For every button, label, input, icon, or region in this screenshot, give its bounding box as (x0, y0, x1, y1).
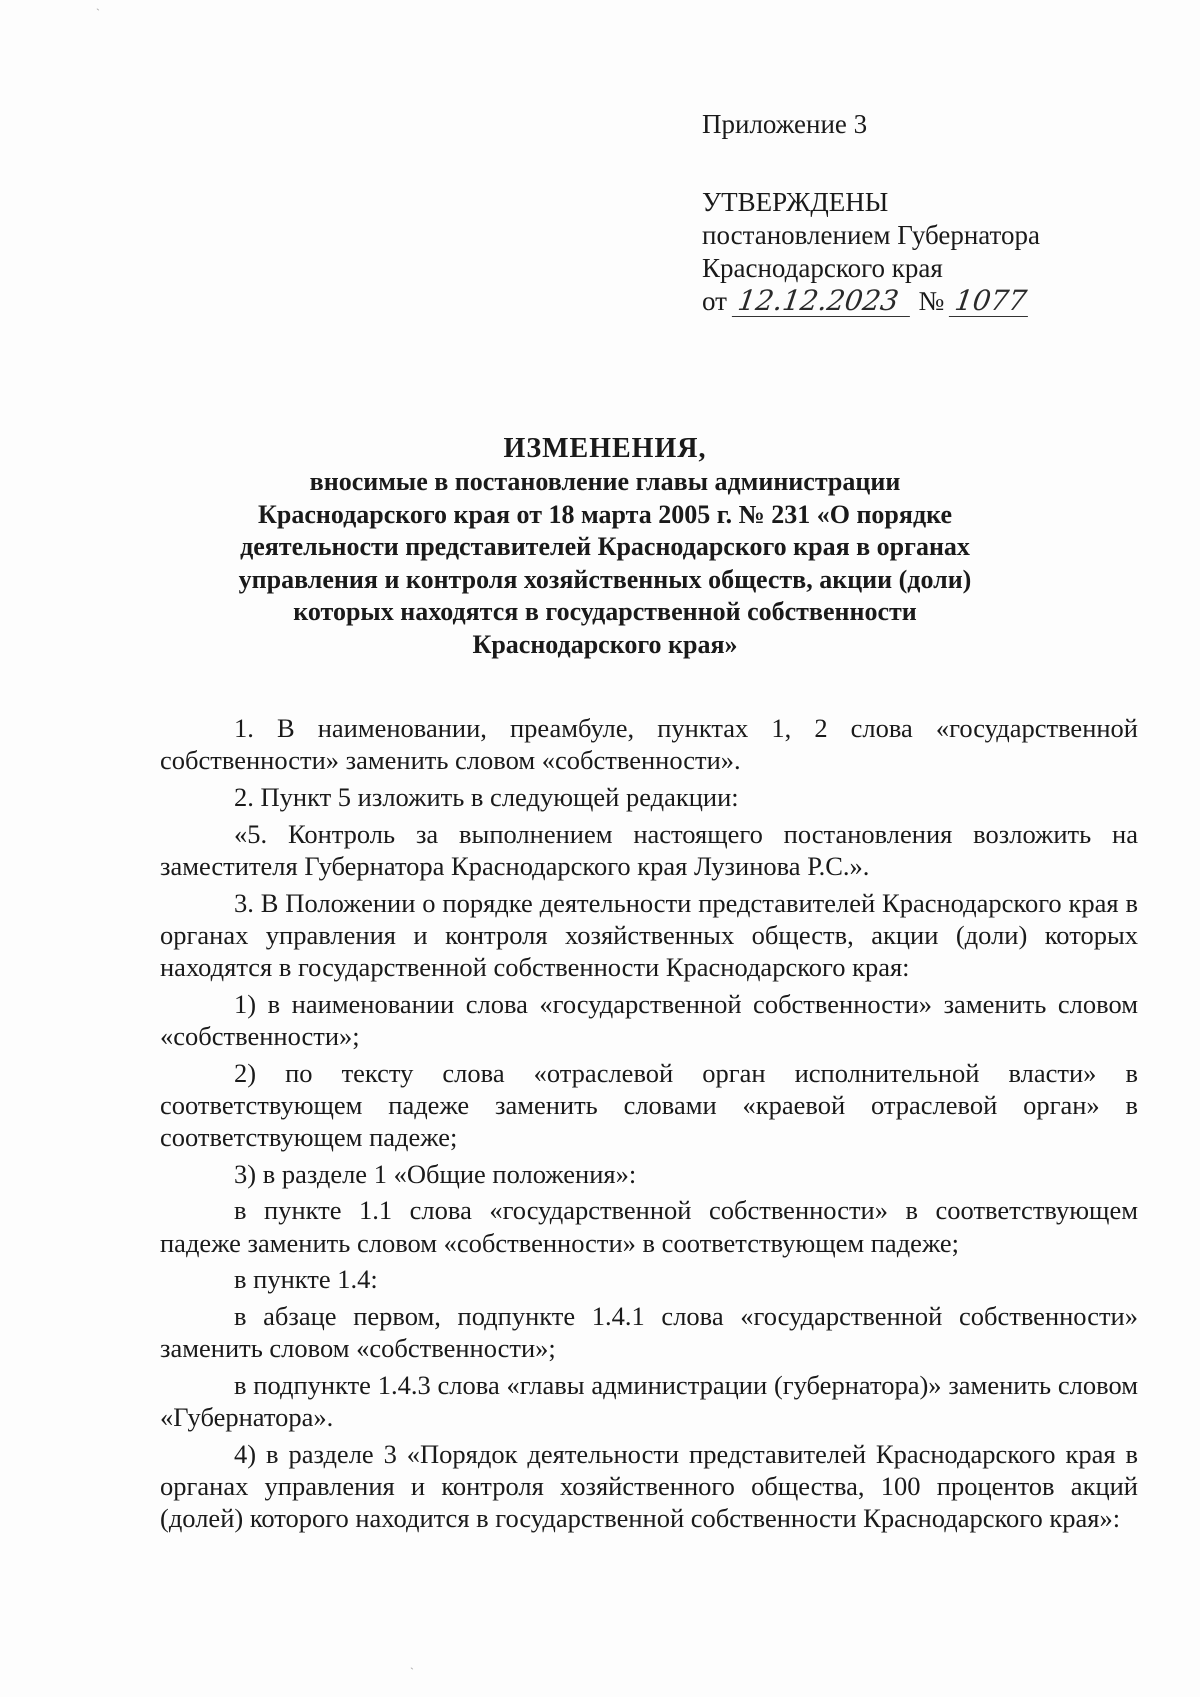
scan-speck: ˏ (410, 1656, 414, 1670)
document-body (160, 712, 1138, 1539)
paragraph: в пункте 1.1 слова «государственной собственности» в соответствующем падеже заменить словом «собственности» в соответствующем падеже; (160, 1195, 1138, 1258)
paragraph: «5. Контроль за выполнением настоящего постановления возложить на заместителя Губернатора Краснодарского края Лузинова Р.С.». (160, 818, 1138, 881)
paragraph: 4) в разделе 3 «Порядок деятельности представителей Краснодарского края в органах управления и контроля хозяйственного общества, 100 процентов акций (долей) которого находится в государственной собственности Краснодарского края»: (160, 1438, 1138, 1534)
title-line: Краснодарского края» (472, 629, 738, 659)
number-prefix: № (918, 286, 945, 316)
approval-date-line (702, 285, 1122, 318)
paragraph: 1) в наименовании слова «государственной собственности» заменить словом «собственности»; (160, 988, 1138, 1051)
paragraph: в абзаце первом, подпункте 1.4.1 слова «государственной собственности» заменить словом «собственности»; (160, 1300, 1138, 1364)
title-line: управления и контроля хозяйственных обществ, акции (доли) (238, 564, 972, 594)
approved-by-line-2: Краснодарского края (702, 253, 943, 283)
approved-by-line-1: постановлением Губернатора (702, 220, 1040, 250)
handwritten-date: 12.12.2023 (732, 286, 914, 317)
title-line: которых находятся в государственной собственности (293, 597, 917, 626)
paragraph: 1. В наименовании, преамбуле, пунктах 1, 2 слова «государственной собственности» заменить словом «собственности». (160, 713, 1138, 776)
scan-speck: ` (96, 6, 100, 20)
paragraph: 2) по тексту слова «отраслевой орган исполнительной власти» в соответствующем падеже заменить словами «краевой отраслевой орган» в соответствующем падеже; (160, 1057, 1138, 1152)
appendix-label: Приложение 3 (702, 109, 868, 139)
title-main: ИЗМЕНЕНИЯ, (503, 433, 707, 464)
paragraph: в подпункте 1.4.3 слова «главы администрации (губернатора)» заменить словом «Губернатора». (160, 1369, 1138, 1433)
approval-block (702, 108, 1122, 318)
handwritten-number: 1077 (949, 286, 1033, 317)
date-prefix: от (702, 286, 727, 316)
title-line: вносимые в постановление главы администрации (309, 467, 901, 496)
paragraph: в пункте 1.4: (234, 1264, 378, 1295)
title-line: деятельности представителей Краснодарского края в органах (240, 532, 970, 561)
approved-heading: УТВЕРЖДЕНЫ (702, 187, 889, 217)
paragraph: 2. Пункт 5 изложить в следующей редакции: (234, 781, 739, 812)
paragraph: 3. В Положении о порядке деятельности представителей Краснодарского края в органах управления и контроля хозяйственных обществ, акции (доли) которых находятся в государственной собственности Краснодарского края: (160, 887, 1138, 982)
title-line: Краснодарского края от 18 марта 2005 г. № 231 «О порядке (258, 499, 952, 529)
document-title (160, 432, 1050, 661)
paragraph: 3) в разделе 1 «Общие положения»: (234, 1158, 637, 1189)
